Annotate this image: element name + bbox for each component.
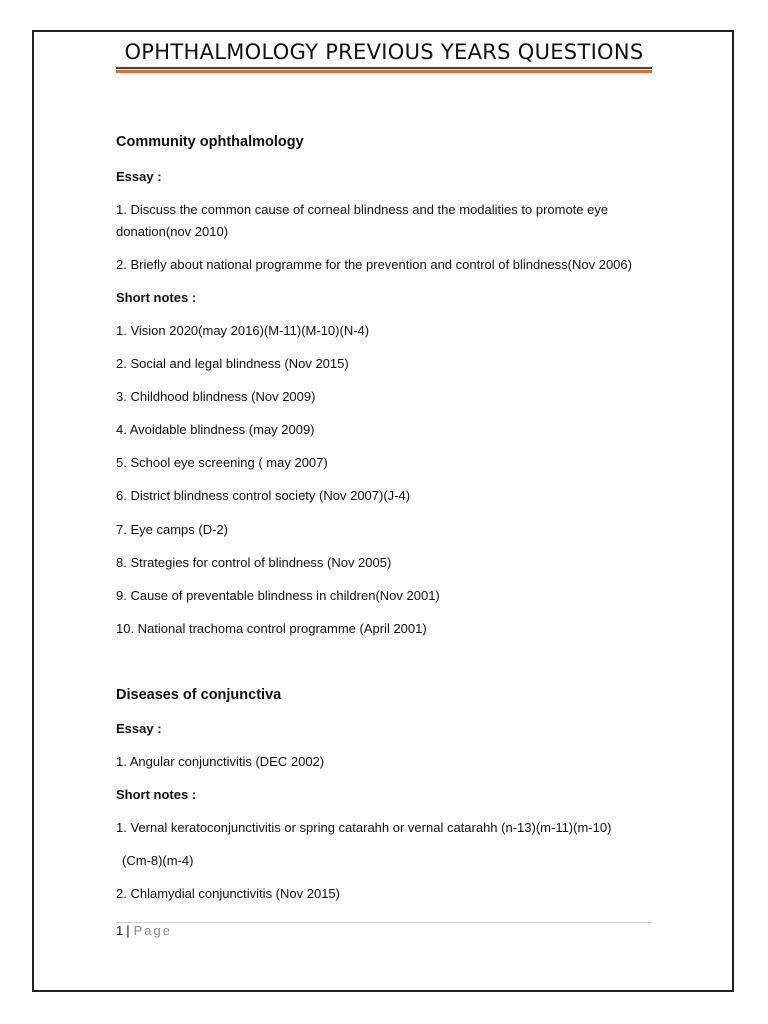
short-note-item: 1. Vernal keratoconjunctivitis or spring catarahh or vernal catarahh (n-13)(m-11)(m-10)	[116, 820, 612, 835]
section-heading-community-ophthalmology: Community ophthalmology	[116, 134, 304, 150]
short-notes-label: Short notes :	[116, 787, 197, 802]
short-note-item: 7. Eye camps (D-2)	[116, 522, 228, 537]
essay-item: 2. Briefly about national programme for the prevention and control of blindness(Nov 2006)	[116, 257, 632, 272]
essay-label: Essay :	[116, 721, 162, 736]
short-note-item-continued: (Cm-8)(m-4)	[122, 853, 194, 868]
short-note-item: 4. Avoidable blindness (may 2009)	[116, 422, 315, 437]
short-note-item: 9. Cause of preventable blindness in children(Nov 2001)	[116, 588, 440, 603]
short-note-item: 5. School eye screening ( may 2007)	[116, 455, 328, 470]
page-footer	[116, 923, 172, 938]
essay-label: Essay :	[116, 169, 162, 184]
short-note-item: 2. Chlamydial conjunctivitis (Nov 2015)	[116, 886, 340, 901]
page-number: 1	[116, 923, 124, 938]
essay-item: 1. Discuss the common cause of corneal blindness and the modalities to promote eye	[116, 202, 609, 217]
page-word: Page	[133, 923, 172, 938]
short-note-item: 6. District blindness control society (Nov 2007)(J-4)	[116, 488, 411, 503]
short-note-item: 3. Childhood blindness (Nov 2009)	[116, 389, 316, 404]
essay-item: 1. Angular conjunctivitis (DEC 2002)	[116, 754, 325, 769]
short-note-item: 2. Social and legal blindness (Nov 2015)	[116, 356, 349, 371]
title-underline-orange	[116, 70, 652, 73]
short-note-item: 1. Vision 2020(may 2016)(M-11)(M-10)(N-4)	[116, 323, 370, 338]
short-notes-label: Short notes :	[116, 290, 197, 305]
document-title: OPHTHALMOLOGY PREVIOUS YEARS QUESTIONS	[124, 40, 644, 64]
section-heading-diseases-of-conjunctiva: Diseases of conjunctiva	[116, 687, 282, 703]
footer-divider	[116, 922, 652, 923]
short-note-item: 10. National trachoma control programme (April 2001)	[116, 621, 427, 636]
footer-separator: |	[126, 923, 130, 938]
short-note-item: 8. Strategies for control of blindness (Nov 2005)	[116, 555, 392, 570]
title-underline-dark	[116, 67, 652, 69]
essay-item-continued: donation(nov 2010)	[116, 224, 229, 239]
